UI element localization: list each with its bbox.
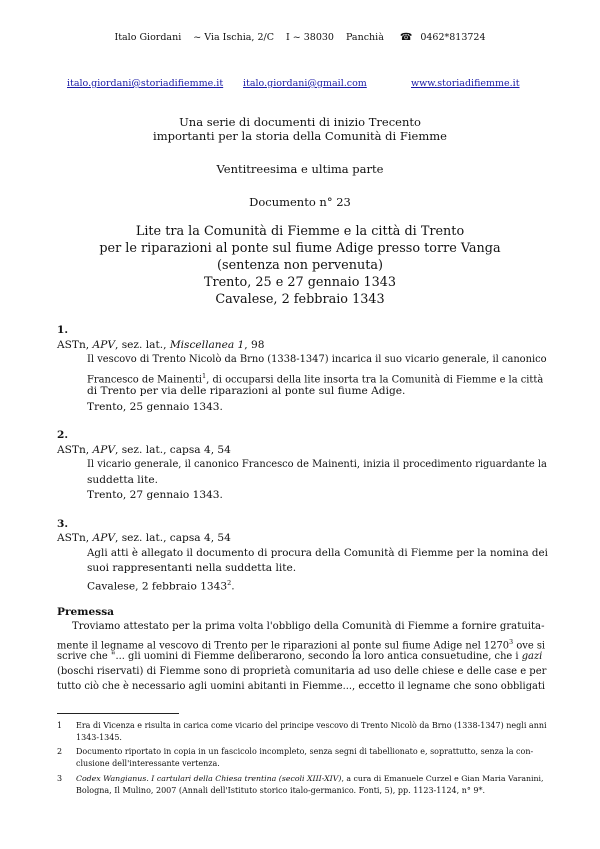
footnote-2-number: 2 — [57, 747, 63, 756]
entry-1-number: 1. — [57, 324, 69, 336]
footnote-1-line-2: 1343-1345. — [76, 733, 122, 742]
footnote-separator — [57, 713, 179, 714]
premessa-line-3: scrive che "... gli uomini di Fiemme deliberarono, secondo la loro antica consuetudine, che i gazi — [57, 651, 543, 662]
entry-3-source: ASTn, APV, sez. lat., capsa 4, 54 — [57, 532, 231, 544]
website-link[interactable]: www.storiadifiemme.it — [411, 78, 520, 89]
premessa-line-2: mente il legname al vescovo di Trento per le riparazioni al ponte sul fiume Adige nel 1270$^3$ ove si — [57, 638, 546, 652]
footnote-2-line-1: Documento riportato in copia in un fascicolo incompleto, senza segni di tabellionato e, soprattutto, senza la con- — [76, 747, 534, 756]
premessa-line-4: (boschi riservati) di Fiemme sono di proprietà comunitaria ad uso delle chiese e delle case e per — [57, 666, 547, 677]
entry-2-date: Trento, 27 gennaio 1343. — [87, 489, 223, 501]
main-title-line-2: per le riparazioni al ponte sul fiume Adige presso torre Vanga — [99, 241, 501, 256]
entry-2-number: 2. — [57, 429, 69, 441]
footnote-1-number: 1 — [57, 721, 63, 730]
email-link-1[interactable]: italo.giordani@storiadifiemme.it — [67, 78, 224, 89]
entry-2-source: ASTn, APV, sez. lat., capsa 4, 54 — [57, 444, 231, 456]
contact-header — [0, 32, 600, 43]
author-phone: 0462*813724 — [420, 32, 486, 43]
footnote-ref-2[interactable]: 2 — [227, 579, 232, 587]
email-link-2[interactable]: italo.giordani@gmail.com — [243, 78, 367, 89]
footnote-3-number: 3 — [57, 774, 63, 783]
footnote-2-line-2: clusione dell'interessante vertenza. — [76, 759, 220, 768]
footnote-3-line-2: Bologna, Il Mulino, 2007 (Annali dell'Istituto storico italo-germanico. Fonti, 5), pp. 1123-1124, n° 9*. — [76, 786, 486, 795]
footnote-1-line-1: Era di Vicenza e risulta in carica come vicario del principe vescovo di Trento Nicolò da Brno (1338-1347) negli anni — [76, 721, 547, 730]
entry-1-line-3: di Trento per via delle riparazioni al ponte sul fiume Adige. — [87, 385, 406, 397]
author-town: Panchià — [345, 32, 384, 43]
part-title: Ventitreesima e ultima parte — [216, 162, 384, 176]
phone-icon: ☎ — [399, 32, 413, 43]
entry-2-line-2: suddetta lite. — [87, 474, 158, 486]
entry-1-line-1: Il vescovo di Trento Nicolò da Brno (1338-1347) incarica il suo vicario generale, il canonico — [87, 354, 547, 365]
entry-1-line-2: Francesco de Mainenti$^1$, di occuparsi della lite insorta tra la Comunità di Fiemme e la città — [87, 372, 544, 386]
premessa-line-1: Troviamo attestato per la prima volta l'obbligo della Comunità di Fiemme a fornire gratuita- — [72, 621, 545, 632]
series-title-line-1: Una serie di documenti di inizio Trecento — [179, 115, 421, 129]
main-title-line-5: Cavalese, 2 febbraio 1343 — [215, 292, 385, 307]
entry-3-line-1: Agli atti è allegato il documento di procura della Comunità di Fiemme per la nomina dei — [87, 547, 548, 559]
author-address: ~ Via Ischia, 2/C — [193, 32, 274, 43]
document-number: Documento n° 23 — [249, 195, 351, 209]
footnote-ref-3[interactable]: 3 — [509, 638, 514, 646]
footnote-ref-1[interactable]: 1 — [202, 372, 207, 380]
premessa-heading: Premessa — [57, 606, 115, 618]
entry-3-number: 3. — [57, 518, 69, 530]
main-title-line-1: Lite tra la Comunità di Fiemme e la città di Trento — [135, 224, 465, 239]
premessa-line-5: tutto ciò che è necessario agli uomini abitanti in Fiemme..., eccetto il legname che sono obbligati — [57, 681, 546, 692]
entry-3-line-2: suoi rappresentanti nella suddetta lite. — [87, 562, 297, 574]
series-title-line-2: importanti per la storia della Comunità di Fiemme — [153, 129, 447, 143]
main-title-line-3: (sentenza non pervenuta) — [217, 258, 383, 273]
author-name: Italo Giordani — [114, 32, 182, 43]
entry-1-source: ASTn, APV, sez. lat., Miscellanea 1, 98 — [57, 339, 265, 351]
entry-1-date: Trento, 25 gennaio 1343. — [87, 401, 223, 413]
entry-2-line-1: Il vicario generale, il canonico Francesco de Mainenti, inizia il procedimento riguardante la — [87, 459, 547, 470]
main-title-line-4: Trento, 25 e 27 gennaio 1343 — [203, 275, 397, 290]
entry-3-date: Cavalese, 2 febbraio 1343$^2$. — [87, 579, 235, 593]
author-zip: I ~ 38030 — [285, 32, 334, 43]
footnote-3-line-1: Codex Wangianus. I cartulari della Chiesa trentina (secoli XIII-XIV), a cura di Emanuele Curzel e Gian Maria Varanini, — [76, 774, 544, 783]
